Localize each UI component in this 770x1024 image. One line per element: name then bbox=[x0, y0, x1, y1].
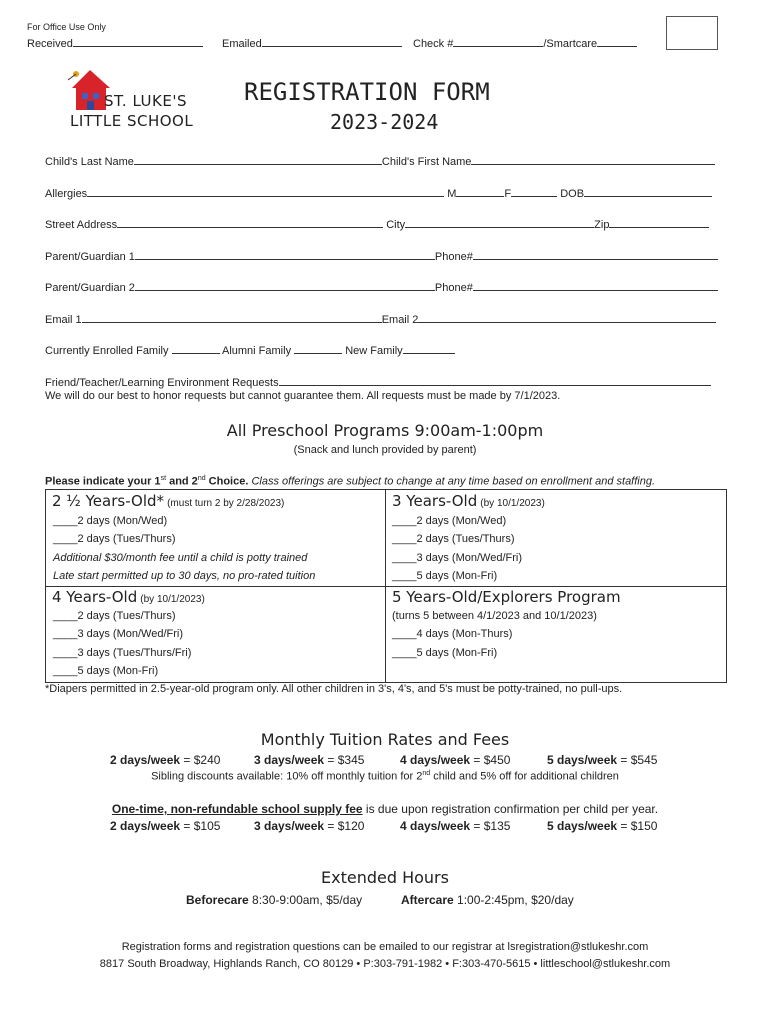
childs-first-name-input[interactable] bbox=[471, 154, 715, 165]
sibling-discount: Sibling discounts available: 10% off monthly tuition for 2nd child and 5% off for additional children bbox=[151, 770, 619, 783]
parent1-row bbox=[45, 249, 718, 263]
program-table bbox=[45, 489, 727, 683]
childs-name-row bbox=[45, 154, 715, 168]
three-option[interactable]: ____2 days (Tues/Thurs) bbox=[392, 533, 515, 545]
tuition-heading: Monthly Tuition Rates and Fees bbox=[260, 730, 510, 749]
tuition-rate-2: 2 days/week = $240 bbox=[110, 753, 221, 767]
street-address-label: Street Address bbox=[45, 219, 118, 231]
check-label: Check # bbox=[413, 38, 454, 50]
street-address-input[interactable] bbox=[117, 217, 383, 228]
requests-label: Friend/Teacher/Learning Environment Requests bbox=[45, 377, 279, 389]
four-title: 4 Years-Old bbox=[52, 588, 138, 606]
phone1-input[interactable] bbox=[473, 249, 718, 260]
m-input[interactable] bbox=[456, 186, 504, 197]
parent2-input[interactable] bbox=[135, 280, 435, 291]
four-option[interactable]: ____2 days (Tues/Thurs) bbox=[53, 610, 176, 622]
two-half-option[interactable]: ____2 days (Tues/Thurs) bbox=[53, 533, 176, 545]
phone2-label: Phone# bbox=[434, 282, 473, 294]
choice-instruction: Please indicate your 1st and 2nd Choice. Class offerings are subject to change at any time based on enrollment and staffing. bbox=[45, 475, 656, 488]
dob-input[interactable] bbox=[584, 186, 712, 197]
four-cell bbox=[52, 588, 205, 606]
phone1-label: Phone# bbox=[434, 251, 473, 263]
aftercare: Aftercare 1:00-2:45pm, $20/day bbox=[401, 893, 574, 907]
two-half-cell bbox=[52, 492, 284, 510]
form-title: REGISTRATION FORM bbox=[244, 78, 490, 106]
email1-label: Email 1 bbox=[45, 314, 82, 326]
currently-enrolled-label: Currently Enrolled Family bbox=[45, 345, 169, 357]
extended-heading: Extended Hours bbox=[321, 868, 449, 887]
parent2-label: Parent/Guardian 2 bbox=[45, 282, 135, 294]
footer-line2: 8817 South Broadway, Highlands Ranch, CO 80129 • P:303-791-1982 • F:303-470-5615 • littleschool@stlukeshr.com bbox=[99, 958, 671, 970]
allergies-label: Allergies bbox=[45, 188, 88, 200]
form-year: 2023-2024 bbox=[330, 110, 439, 134]
f-label: F bbox=[504, 188, 512, 200]
two-half-fee-note: Additional $30/month fee until a child is potty trained bbox=[53, 552, 308, 564]
footer-line1: Registration forms and registration questions can be emailed to our registrar at lsregistration@stlukeshr.com bbox=[121, 941, 649, 953]
emailed-label: Emailed bbox=[222, 38, 262, 50]
alumni-label: Alumni Family bbox=[222, 345, 292, 357]
parent1-input[interactable] bbox=[135, 249, 435, 260]
diapers-note: *Diapers permitted in 2.5-year-old program only. All other children in 3's, 4's, and 5's must be potty-trained, no pull-ups. bbox=[45, 683, 623, 695]
smartcare-label: /Smartcare bbox=[543, 38, 598, 50]
email2-input[interactable] bbox=[418, 312, 716, 323]
email1-input[interactable] bbox=[82, 312, 382, 323]
allergies-input[interactable] bbox=[87, 186, 444, 197]
four-option[interactable]: ____3 days (Tues/Thurs/Fri) bbox=[53, 647, 192, 659]
four-option[interactable]: ____3 days (Mon/Wed/Fri) bbox=[53, 628, 184, 640]
programs-heading: All Preschool Programs 9:00am-1:00pm bbox=[226, 421, 544, 440]
supply-fee-note: One-time, non-refundable school supply fee is due upon registration confirmation per child per year. bbox=[111, 802, 659, 816]
email2-label: Email 2 bbox=[381, 314, 419, 326]
check-field[interactable] bbox=[413, 36, 637, 50]
dob-label: DOB bbox=[560, 188, 585, 200]
new-family-input[interactable] bbox=[403, 343, 455, 354]
five-option[interactable]: ____4 days (Mon-Thurs) bbox=[392, 628, 513, 640]
email-row bbox=[45, 312, 716, 326]
received-field[interactable] bbox=[27, 36, 203, 50]
beforecare: Beforecare 8:30-9:00am, $5/day bbox=[186, 893, 363, 907]
family-status-row bbox=[45, 343, 455, 357]
two-half-option[interactable]: ____2 days (Mon/Wed) bbox=[53, 515, 168, 527]
five-title: 5 Years-Old/Explorers Program bbox=[392, 588, 621, 606]
three-cell bbox=[392, 492, 545, 510]
three-title: 3 Years-Old bbox=[392, 492, 478, 510]
received-label: Received bbox=[27, 38, 73, 50]
f-input[interactable] bbox=[511, 186, 557, 197]
address-row bbox=[45, 217, 709, 231]
tuition-rate-3: 3 days/week = $345 bbox=[254, 753, 365, 767]
three-note: (by 10/1/2023) bbox=[480, 498, 545, 509]
city-input[interactable] bbox=[405, 217, 594, 228]
tuition-rate-5: 5 days/week = $545 bbox=[547, 753, 658, 767]
allergies-row bbox=[45, 186, 712, 200]
zip-input[interactable] bbox=[609, 217, 709, 228]
programs-sub: (Snack and lunch provided by parent) bbox=[293, 444, 477, 456]
three-option[interactable]: ____2 days (Mon/Wed) bbox=[392, 515, 507, 527]
parent2-row bbox=[45, 280, 718, 294]
currently-enrolled-input[interactable] bbox=[172, 343, 220, 354]
supply-rate-5: 5 days/week = $150 bbox=[547, 819, 658, 833]
phone2-input[interactable] bbox=[473, 280, 718, 291]
requests-row bbox=[45, 375, 711, 389]
five-note: (turns 5 between 4/1/2023 and 10/1/2023) bbox=[392, 610, 597, 622]
alumni-input[interactable] bbox=[294, 343, 342, 354]
new-family-label: New Family bbox=[345, 345, 403, 357]
zip-label: Zip bbox=[594, 219, 610, 231]
two-half-title: 2 ½ Years-Old* bbox=[52, 492, 165, 510]
supply-rate-3: 3 days/week = $120 bbox=[254, 819, 365, 833]
office-box[interactable] bbox=[666, 16, 718, 50]
supply-rate-4: 4 days/week = $135 bbox=[400, 819, 511, 833]
requests-note: We will do our best to honor requests but cannot guarantee them. All requests must be made by 7/1/2023. bbox=[45, 390, 561, 402]
logo-line1: ST. LUKE'S bbox=[104, 92, 187, 110]
four-note: (by 10/1/2023) bbox=[140, 594, 205, 605]
m-label: M bbox=[447, 188, 457, 200]
five-cell bbox=[392, 588, 621, 606]
emailed-field[interactable] bbox=[222, 36, 402, 50]
childs-last-name-label: Child's Last Name bbox=[45, 156, 134, 168]
parent1-label: Parent/Guardian 1 bbox=[45, 251, 135, 263]
four-option[interactable]: ____5 days (Mon-Fri) bbox=[53, 665, 159, 677]
requests-input[interactable] bbox=[279, 375, 711, 386]
office-use-label: For Office Use Only bbox=[27, 22, 106, 32]
three-option[interactable]: ____3 days (Mon/Wed/Fri) bbox=[392, 552, 523, 564]
logo-line2: LITTLE SCHOOL bbox=[70, 112, 194, 130]
three-option[interactable]: ____5 days (Mon-Fri) bbox=[392, 570, 498, 582]
childs-last-name-input[interactable] bbox=[134, 154, 382, 165]
supply-rate-2: 2 days/week = $105 bbox=[110, 819, 221, 833]
tuition-rate-4: 4 days/week = $450 bbox=[400, 753, 511, 767]
two-half-late-note: Late start permitted up to 30 days, no pro-rated tuition bbox=[53, 570, 316, 582]
five-option[interactable]: ____5 days (Mon-Fri) bbox=[392, 647, 498, 659]
two-half-note: (must turn 2 by 2/28/2023) bbox=[167, 498, 285, 509]
city-label: City bbox=[386, 219, 406, 231]
childs-first-name-label: Child's First Name bbox=[381, 156, 472, 168]
